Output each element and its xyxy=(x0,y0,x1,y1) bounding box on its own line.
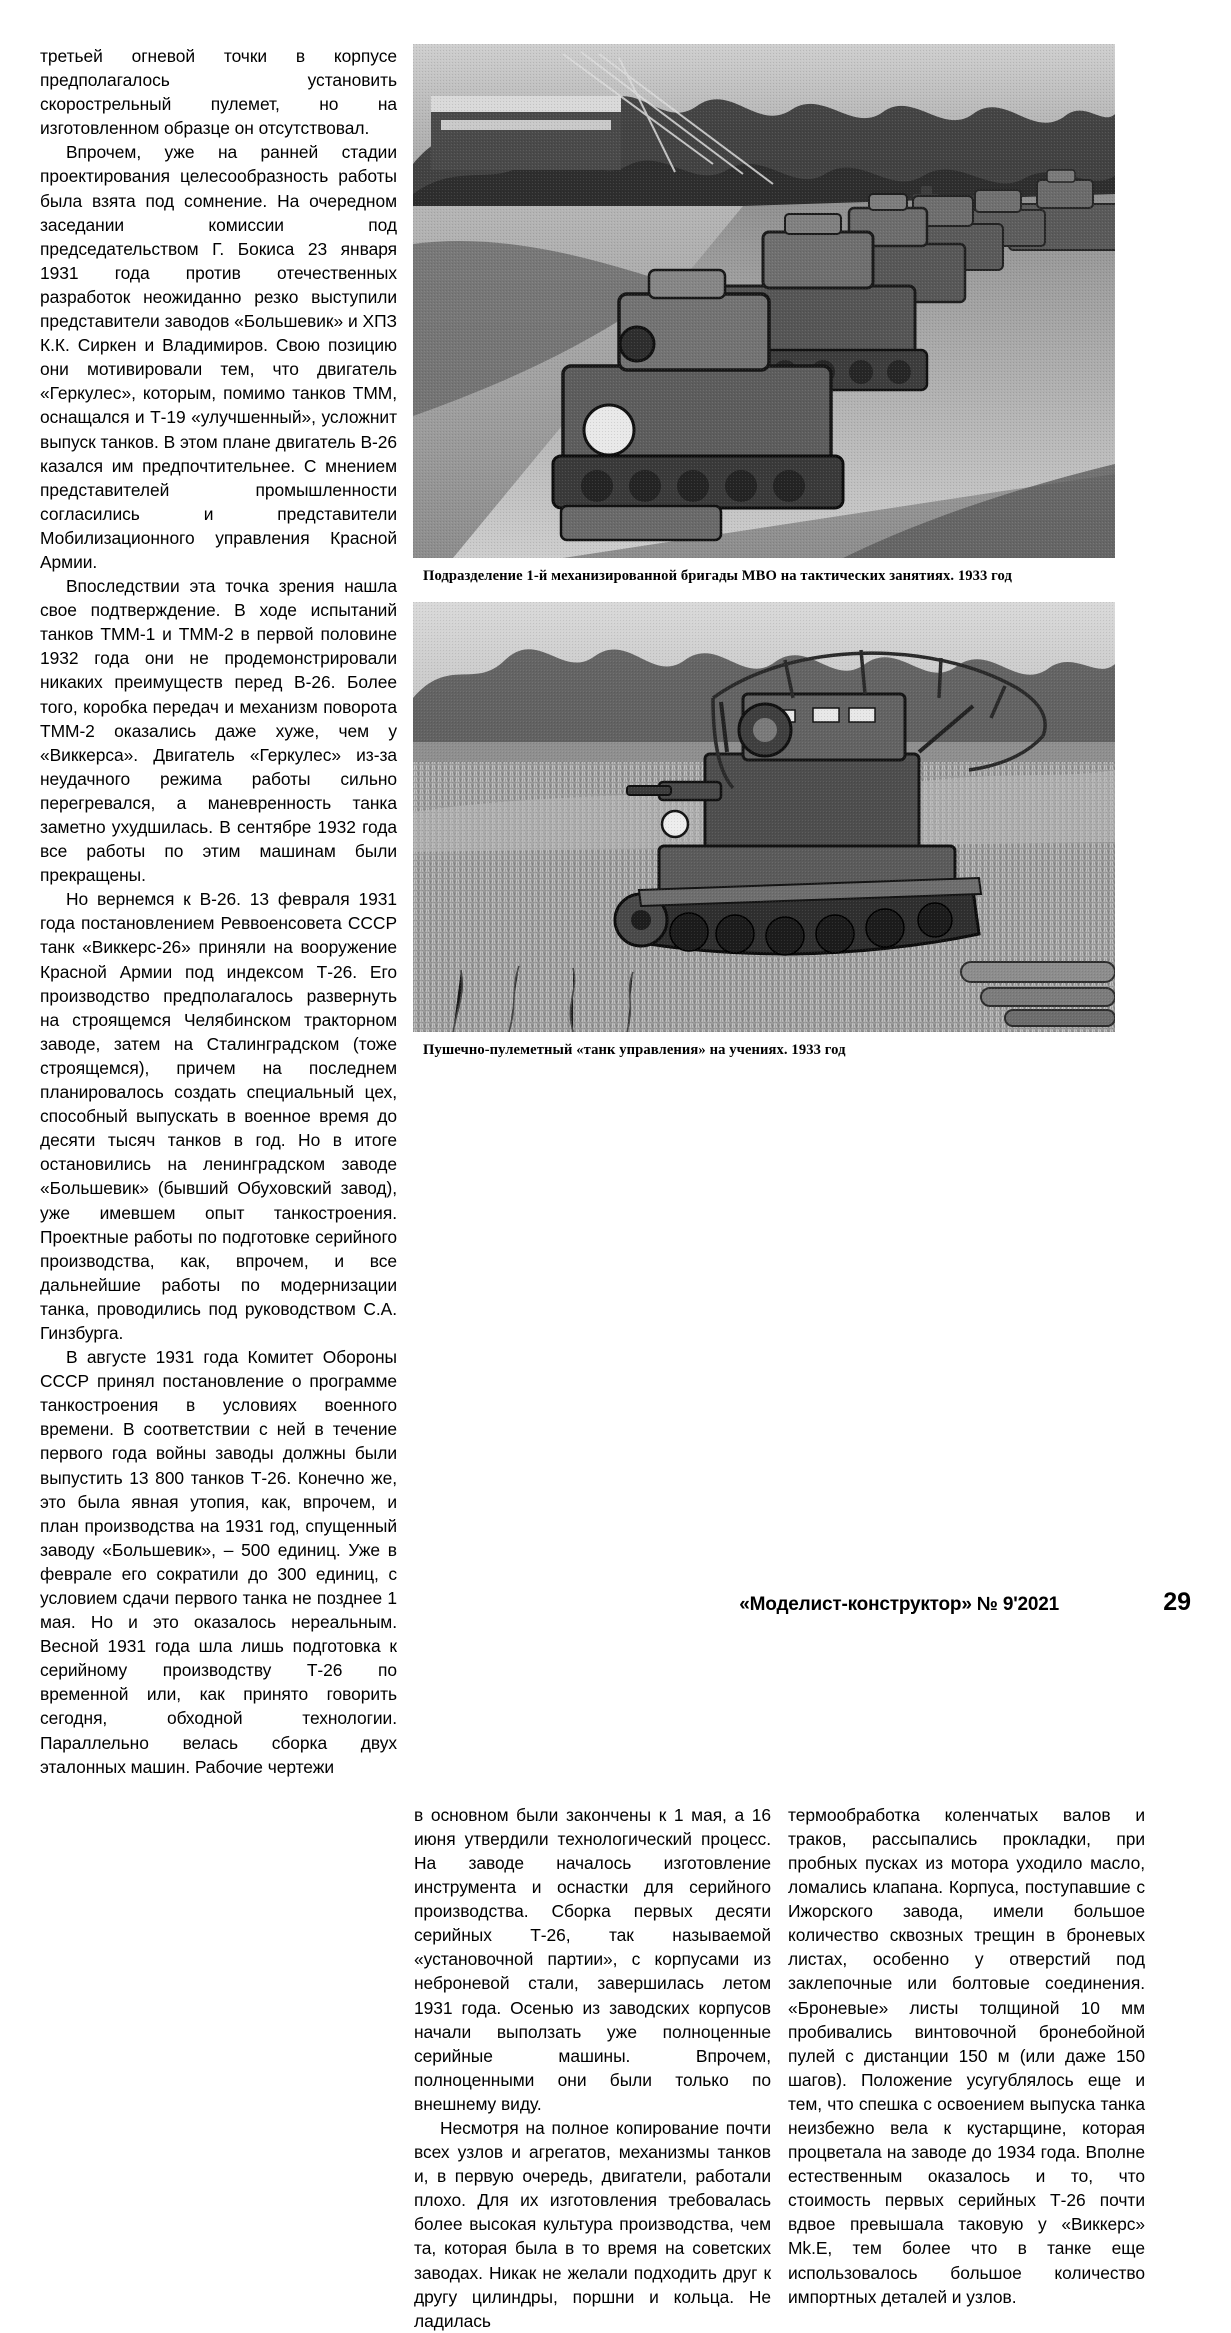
paragraph: термообработка коленчатых валов и траков, рассыпались прокладки, при пробных пусках из мотора уходило масло, ломались клапана. Корпуса, поступавшие с Ижорского завода, имели большое количество сквозных трещин в броневых листах, особенно у отверстий под заклепочные или болтовые соединения. «Броневые» листы толщиной 10 мм пробивались винтовочной бронебойной пулей с дистанции 150 м (или даже 150 шагов). Положение усугублялось еще и тем, что спешка с освоением выпуска танка неизбежно вела к кустарщине, которая процветала на заводе до 1934 года. Вполне естественным оказалось и то, что стоимость первых серийных Т-26 почти вдвое превышала таковую у «Виккерс» Mk.E, тем более что в танке еще использовалось большое количество импортных деталей и узлов. xyxy=(788,1804,1145,2307)
bottom-right-body xyxy=(788,1803,1145,2309)
page-number: 29 xyxy=(1163,1588,1191,1616)
figure-spacer xyxy=(413,585,1115,602)
paragraph: Несмотря на полное копирование почти всех узлов и агрегатов, механизмы танков и, в первую очередь, двигатели, работали плохо. Для их изготовления требовалась более высокая культура производства, чем та, которая была в то время на советских заводах. Никак не желали подходить друг к другу цилиндры, поршни и кольца. Не ладилась xyxy=(414,2117,771,2331)
paragraph: в основном были закончены к 1 мая, а 16 июня утвердили технологический процесс. На заводе началось изготовление инструмента и оснастки для серийного производства. Сборка первых десяти серийных Т-26, так называемой «установочной партии», с корпусами из неброневой стали, завершилась летом 1931 года. Осенью из заводских корпусов начали выползать уже полноценные серийные машины. Впрочем, полноценными они были только по внешнему виду. xyxy=(414,1804,771,2114)
journal-title: «Моделист-конструктор» № 9'2021 xyxy=(739,1594,1059,1615)
paragraph: третьей огневой точки в корпусе предполагалось установить скорострельный пулемет, но на изготовленном образце он отсутствовал. xyxy=(40,46,397,139)
bottom-middle-body xyxy=(414,1803,771,2333)
figure-1 xyxy=(413,44,1115,585)
bottom-region xyxy=(40,1803,1191,2333)
left-column-body xyxy=(40,44,397,1779)
bottom-column-middle xyxy=(414,1803,771,2333)
top-region xyxy=(40,44,1191,1779)
bottom-column-right xyxy=(788,1803,1145,2333)
page-footer xyxy=(40,1588,1191,1617)
left-text-column xyxy=(40,44,397,1779)
figure-1-caption: Подразделение 1-й механизированной бригады МВО на тактических занятиях. 1933 год xyxy=(423,568,1012,584)
paragraph: Впрочем, уже на ранней стадии проектирования целесообразность работы была взята под сомнение. На очередном заседании комиссии под председательством Г. Бокиса 23 января 1931 года против отечественных разработок неожиданно резко выступили представители заводов «Большевик» и ХПЗ К.К. Сиркен и Владимиров. Свою позицию они мотивировали тем, что двигатель «Геркулес», которым, помимо танков ТММ, оснащался и Т-19 «улучшенный», усложнит выпуск танков. В этом плане двигатель В-26 казался им предпочтительнее. С мнением представителей промышленности согласились и представители Мобилизационного управления Красной Армии. xyxy=(40,142,397,572)
bottom-column-left xyxy=(40,1803,397,2333)
photo-command-tank xyxy=(413,602,1115,1032)
paragraph: В августе 1931 года Комитет Обороны СССР принял постановление о программе танкостроения в условиях военного времени. В соответствии с ней в течение первого года войны заводы должны были выпустить 13 800 танков Т-26. Конечно же, это была явная утопия, как, впрочем, и план производства на 1931 год, спущенный заводу «Большевик», – 500 единиц. Уже в феврале его сократили до 300 единиц, с условием сдачи первого танка не позднее 1 мая. Но и это оказалось нереальным. Весной 1931 года шла лишь подготовка к серийному производству Т-26 по временной или, как принято говорить сегодня, обходной технологии. Параллельно велась сборка двух эталонных машин. Рабочие чертежи xyxy=(40,1347,397,1777)
paragraph: Но вернемся к В-26. 13 февраля 1931 года постановлением Реввоенсовета СССР танк «Виккерс-26» приняли на вооружение Красной Армии под индексом Т-26. Его производство предполагалось развернуть на строящемся Челябинском тракторном заводе, затем на Сталинградском (тоже строящемся), причем на последнем планировалось создать специальный цех, способный выпускать в военное время до десяти тысяч танков в год. Но в итоге остановились на ленинградском заводе «Большевик» (бывший Обуховский завод), уже имевшем опыт танкостроения. Проектные работы по подготовке серийного производства, как, впрочем, и все дальнейшие работы по модернизации танка, проводились под руководством С.А. Гинзбурга. xyxy=(40,889,397,1343)
paragraph: Впоследствии эта точка зрения нашла свое подтверждение. В ходе испытаний танков ТММ-1 и ТММ-2 в первой половине 1932 года они не продемонстрировали никаких преимуществ перед В-26. Более того, коробка передач и механизм поворота ТММ-2 оказались даже хуже, чем у «Виккерса». Двигатель «Геркулес» из-за неудачного режима работы сильно перегревался, а маневренность танка заметно ухудшилась. В сентябре 1932 года все работы по этим машинам были прекращены. xyxy=(40,576,397,886)
figure-2-caption: Пушечно-пулеметный «танк управления» на учениях. 1933 год xyxy=(423,1042,846,1058)
photo-column-of-tanks xyxy=(413,44,1115,558)
figure-2 xyxy=(413,602,1115,1059)
right-figure-column xyxy=(413,44,1115,1059)
